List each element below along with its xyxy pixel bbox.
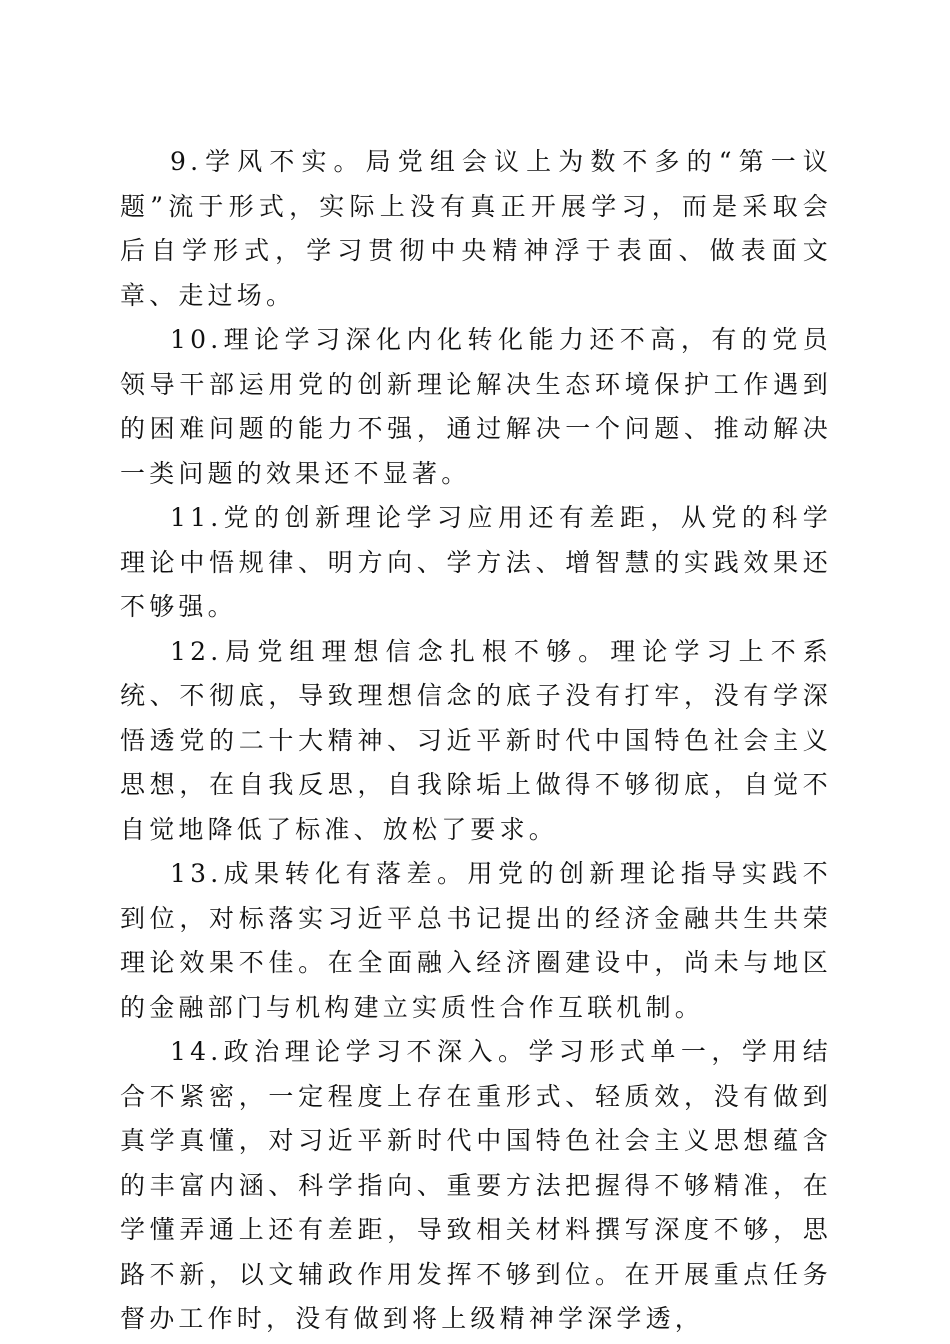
paragraph-item-14: 14.政治理论学习不深入。学习形式单一，学用结合不紧密，一定程度上存在重形式、轻质效，没有做到真学真懂，对习近平新时代中国特色社会主义思想蕴含的丰富内涵、科学指向、重要方法把握得不够精准，在学懂弄通上还有差距，导致相关材料撰写深度不够，思路不新，以文辅政作用发挥不够到位。在开展重点任务督办工作时，没有做到将上级精神学深学透， (120, 1037, 832, 1333)
paragraph-item-12: 12.局党组理想信念扎根不够。理论学习上不系统、不彻底，导致理想信念的底子没有打牢，没有学深悟透党的二十大精神、习近平新时代中国特色社会主义思想，在自我反思，自我除垢上做得不够彻底，自觉不自觉地降低了标准、放松了要求。 (120, 636, 832, 844)
paragraph-item-11: 11.党的创新理论学习应用还有差距，从党的科学理论中悟规律、明方向、学方法、增智慧的实践效果还不够强。 (120, 503, 832, 621)
paragraph-item-9: 9.学风不实。局党组会议上为数不多的“第一议题”流于形式，实际上没有真正开展学习，而是采取会后自学形式，学习贯彻中央精神浮于表面、做表面文章、走过场。 (120, 147, 832, 310)
document-body (120, 140, 832, 1342)
paragraph-item-10: 10.理论学习深化内化转化能力还不高，有的党员领导干部运用党的创新理论解决生态环境保护工作遇到的困难问题的能力不强，通过解决一个问题、推动解决一类问题的效果还不显著。 (120, 325, 832, 488)
paragraph-item-13: 13.成果转化有落差。用党的创新理论指导实践不到位，对标落实习近平总书记提出的经济金融共生共荣理论效果不佳。在全面融入经济圈建设中，尚未与地区的金融部门与机构建立实质性合作互联机制。 (120, 859, 832, 1022)
